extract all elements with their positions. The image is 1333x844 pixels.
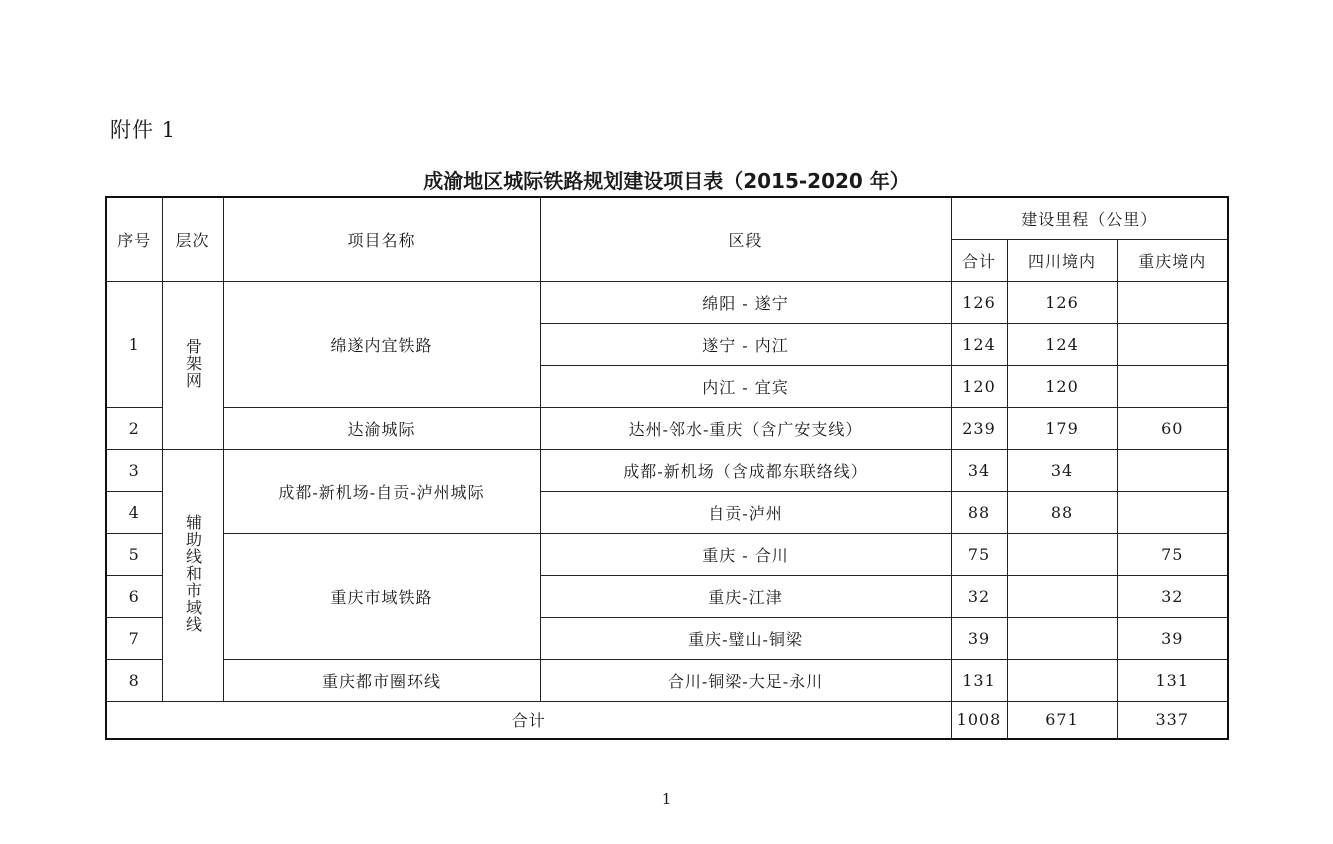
header-level: 层次 (162, 197, 223, 281)
cell-sichuan: 120 (1007, 365, 1117, 407)
cell-total: 120 (951, 365, 1007, 407)
cell-total: 124 (951, 323, 1007, 365)
header-sichuan: 四川境内 (1007, 239, 1117, 281)
cell-sichuan (1007, 575, 1117, 617)
table-row (106, 659, 1228, 701)
table-row (106, 533, 1228, 575)
cell-section: 自贡-泸州 (540, 491, 951, 533)
cell-chongqing (1117, 323, 1228, 365)
cell-section: 重庆-璧山-铜梁 (540, 617, 951, 659)
table-row (106, 449, 1228, 491)
cell-section: 合川-铜梁-大足-永川 (540, 659, 951, 701)
cell-sichuan: 34 (1007, 449, 1117, 491)
cell-total: 239 (951, 407, 1007, 449)
table-row (106, 407, 1228, 449)
sum-sichuan: 671 (1007, 701, 1117, 739)
level-auxiliary-text: 辅助线和市域线 (183, 513, 203, 633)
cell-sichuan (1007, 659, 1117, 701)
header-total: 合计 (951, 239, 1007, 281)
cell-chongqing (1117, 365, 1228, 407)
cell-total: 88 (951, 491, 1007, 533)
cell-level-auxiliary (162, 449, 223, 701)
header-seq: 序号 (106, 197, 162, 281)
header-row-1 (106, 197, 1228, 239)
table-row (106, 281, 1228, 323)
cell-total: 32 (951, 575, 1007, 617)
attachment-label: 附件 1 (110, 118, 177, 142)
cell-chongqing (1117, 491, 1228, 533)
cell-chongqing (1117, 281, 1228, 323)
cell-chongqing: 39 (1117, 617, 1228, 659)
cell-seq: 6 (106, 575, 162, 617)
header-mileage: 建设里程（公里） (951, 197, 1228, 239)
cell-seq: 4 (106, 491, 162, 533)
header-chongqing: 重庆境内 (1117, 239, 1228, 281)
cell-seq: 7 (106, 617, 162, 659)
cell-seq: 2 (106, 407, 162, 449)
cell-chongqing: 131 (1117, 659, 1228, 701)
level-backbone-text: 骨架网 (183, 337, 203, 389)
cell-section: 重庆-江津 (540, 575, 951, 617)
cell-sichuan (1007, 533, 1117, 575)
cell-project-dayu: 达渝城际 (223, 407, 540, 449)
sum-label: 合计 (106, 701, 951, 739)
cell-seq: 8 (106, 659, 162, 701)
cell-level-backbone (162, 281, 223, 449)
cell-project-chengdu-luzhou: 成都-新机场-自贡-泸州城际 (223, 449, 540, 533)
header-project-name: 项目名称 (223, 197, 540, 281)
cell-project-cq-city: 重庆市域铁路 (223, 533, 540, 659)
cell-section: 绵阳 - 遂宁 (540, 281, 951, 323)
page-number: 1 (661, 790, 672, 808)
cell-chongqing: 60 (1117, 407, 1228, 449)
table-title: 成渝地区城际铁路规划建设项目表（2015-2020 年） (423, 169, 910, 193)
cell-section: 遂宁 - 内江 (540, 323, 951, 365)
sum-row (106, 701, 1228, 739)
cell-total: 39 (951, 617, 1007, 659)
cell-section: 达州-邻水-重庆（含广安支线） (540, 407, 951, 449)
cell-chongqing: 32 (1117, 575, 1228, 617)
cell-total: 131 (951, 659, 1007, 701)
cell-project-cq-ring: 重庆都市圈环线 (223, 659, 540, 701)
cell-seq: 1 (106, 281, 162, 407)
cell-project-mianyang: 绵遂内宜铁路 (223, 281, 540, 407)
cell-section: 重庆 - 合川 (540, 533, 951, 575)
cell-sichuan: 124 (1007, 323, 1117, 365)
header-section: 区段 (540, 197, 951, 281)
cell-sichuan: 88 (1007, 491, 1117, 533)
cell-total: 34 (951, 449, 1007, 491)
cell-sichuan: 179 (1007, 407, 1117, 449)
project-table (105, 196, 1229, 740)
cell-sichuan (1007, 617, 1117, 659)
sum-total: 1008 (951, 701, 1007, 739)
cell-total: 75 (951, 533, 1007, 575)
cell-total: 126 (951, 281, 1007, 323)
cell-section: 内江 - 宜宾 (540, 365, 951, 407)
cell-chongqing: 75 (1117, 533, 1228, 575)
cell-seq: 3 (106, 449, 162, 491)
cell-sichuan: 126 (1007, 281, 1117, 323)
cell-seq: 5 (106, 533, 162, 575)
cell-chongqing (1117, 449, 1228, 491)
cell-section: 成都-新机场（含成都东联络线） (540, 449, 951, 491)
sum-chongqing: 337 (1117, 701, 1228, 739)
